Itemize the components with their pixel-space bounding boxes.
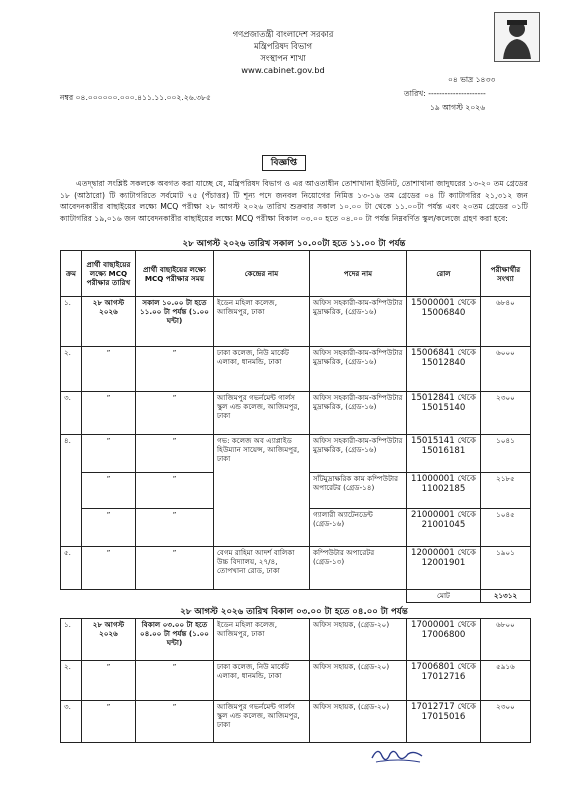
roll-cell: 21000001 থেকে 21001045 — [407, 509, 481, 547]
total-label: মোট — [407, 590, 481, 603]
roll-cell: 17012717 থেকে 17015016 — [407, 701, 481, 743]
time-cell: সকাল ১০.০০ টা হতে ১১.০০ টা পর্যন্ত (১.০০ ঘন্টা) — [136, 297, 214, 347]
roll-cell: 17000001 থেকে 17006800 — [407, 619, 481, 661]
portrait-emblem-icon — [494, 12, 540, 62]
count-cell: ১০৪৫ — [481, 509, 531, 547]
section-afternoon-title: ২৮ আগস্ট ২০২৬ তারিখ বিকাল ০৩.০০ টা হতে ০৪.০০ টা পর্যন্ত — [180, 607, 408, 617]
total-row — [61, 590, 531, 603]
count-cell: ৬৮৪০ — [481, 297, 531, 347]
memo-number: নম্বর ০৪.০০০০০০.০০০.৪১১.১১.০০২.২৬.৩৮৫ — [60, 93, 211, 102]
notice-title: বিজ্ঞপ্তি — [262, 155, 306, 171]
center-cell: বেগম রাহিমা আদর্শ বালিকা উচ্চ বিদ্যালয়, ২৭/৪, তোপখানা রোড, ঢাকা — [214, 547, 310, 590]
serial-cell: ১. — [61, 619, 82, 661]
header-line-government: গণপ্রজাতন্ত্রী বাংলাদেশ সরকার — [232, 29, 334, 39]
header-website: www.cabinet.gov.bd — [241, 65, 325, 75]
table-row — [61, 619, 531, 661]
col-roll: রোল — [407, 251, 481, 297]
center-cell: গভ: কলেজ অব এ্যাপ্লাইড হিউম্যান সায়েন্স, আজিমপুর, ঢাকা — [214, 435, 310, 547]
serial-cell: ১. — [61, 297, 82, 347]
time-cell: ” — [136, 661, 214, 701]
morning-exam-table — [60, 250, 531, 603]
time-cell: ” — [136, 473, 214, 509]
post-cell: অফিস সহকারী-কাম-কম্পিউটার মুদ্রাক্ষরিক, (গ্রেড-১৬) — [310, 347, 407, 392]
time-cell: ” — [136, 347, 214, 392]
roll-cell: 12000001 থেকে 12001901 — [407, 547, 481, 590]
count-cell: ৬৮০০ — [481, 619, 531, 661]
date-label: তারিখ: --------------------- — [404, 89, 486, 98]
serial-cell: ৪. — [61, 435, 82, 547]
serial-cell: ২. — [61, 347, 82, 392]
date-cell: ” — [82, 661, 136, 701]
header-line-division: মন্ত্রিপরিষদ বিভাগ — [254, 41, 312, 51]
time-cell: ” — [136, 701, 214, 743]
post-cell: সাঁটমুদ্রাক্ষরিক কাম কম্পিউটার অপারেটর (গ্রেড-১৪) — [310, 473, 407, 509]
header-line-section: সংস্থাপন শাখা — [260, 53, 306, 63]
post-cell: অফিস সহকারী-কাম-কম্পিউটার মুদ্রাক্ষরিক, (গ্রেড-১৬) — [310, 392, 407, 435]
count-cell: ১০৪১ — [481, 435, 531, 473]
time-cell: ” — [136, 392, 214, 435]
table-row — [61, 392, 531, 435]
post-cell: অফিস সহায়ক, (গ্রেড-২০) — [310, 701, 407, 743]
post-cell: কম্পিউটার অপারেটর (গ্রেড-১৩) — [310, 547, 407, 590]
roll-cell: 15006841 থেকে 15012840 — [407, 347, 481, 392]
count-cell: ২৩০০ — [481, 701, 531, 743]
post-cell: অফিস সহকারী-কাম-কম্পিউটার মুদ্রাক্ষরিক, (গ্রেড-১৬) — [310, 297, 407, 347]
date-cell: ” — [82, 509, 136, 547]
post-cell: গ্যালারী অ্যাটেনডেন্ট (গ্রেড-১৬) — [310, 509, 407, 547]
count-cell: ৬০০০ — [481, 347, 531, 392]
time-cell: ” — [136, 509, 214, 547]
count-cell: ৫৯১৬ — [481, 661, 531, 701]
center-cell: ঢাকা কলেজ, নিউ মার্কেট এলাকা, ধানমন্ডি, ঢাকা — [214, 347, 310, 392]
date-cell: ২৮ আগস্ট ২০২৬ — [82, 297, 136, 347]
date-english: ১৯ আগস্ট ২০২৬ — [430, 103, 486, 112]
time-cell: ” — [136, 547, 214, 590]
date-cell: ” — [82, 547, 136, 590]
date-cell: ” — [82, 473, 136, 509]
count-cell: ২৩০০ — [481, 392, 531, 435]
time-cell: বিকাল ০৩.০০ টা হতে ০৪.০০ টা পর্যন্ত (১.০০ ঘন্টা) — [136, 619, 214, 661]
table-row — [61, 347, 531, 392]
section-morning-title: ২৮ আগস্ট ২০২৬ তারিখ সকাল ১০.০০টা হতে ১১.০০ টা পর্যন্ত — [182, 239, 406, 249]
post-cell: অফিস সহকারী-কাম-কম্পিউটার মুদ্রাক্ষরিক, (গ্রেড-১৬) — [310, 435, 407, 473]
center-cell: ঢাকা কলেজ, নিউ মার্কেট এলাকা, ধানমন্ডি, ঢাকা — [214, 661, 310, 701]
table-row — [61, 661, 531, 701]
table-row — [61, 297, 531, 347]
center-cell: আজিমপুর গভর্নমেন্ট গার্লস স্কুল এন্ড কলেজ, আজিমপুর, ঢাকা — [214, 701, 310, 743]
serial-cell: ২. — [61, 661, 82, 701]
date-cell: ২৮ আগস্ট ২০২৬ — [82, 619, 136, 661]
roll-cell: 15000001 থেকে 15006840 — [407, 297, 481, 347]
table-row — [61, 435, 531, 473]
date-cell: ” — [82, 435, 136, 473]
date-cell: ” — [82, 347, 136, 392]
roll-cell: 11000001 থেকে 11002185 — [407, 473, 481, 509]
intro-paragraph: এতদ্দ্বারা সংশ্লিষ্ট সকলকে অবগত করা যাচ্ছে যে, মন্ত্রিপরিষদ বিভাগ ও এর আওতাধীন তোশাখানা ইউনিট, তোশাখানা জাদুঘরের ১৩-২০ তম গ্রেডের ১৮ (আঠারো) টি ক্যাটাগরিতে সর্বমোট ৭৫ (পঁচাত্তর) টি শূন্য পদে জনবল নিয়োগের নিমিত্ত ১৩-১৬ তম গ্রেডের ০৪ টি ক্যাটাগরির ২১,৩১২ জন আবেদনকারীর বাছাইয়ের লক্ষ্যে MCQ পরীক্ষা ২৮ আগস্ট ২০২৬ তারিখ শুক্রবার সকাল ১০.০০ টা থেকে ১১.০০টা পর্যন্ত এবং ২০তম গ্রেডের ০১টি ক্যাটাগরির ১৯,০১৬ জন আবেদনকারীর বাছাইয়ের লক্ষ্যে MCQ পরীক্ষা বিকাল ০৩.০০ হতে ০৪.০০ টা পর্যন্ত নিম্নবর্ণিত স্কুল/কলেজে গ্রহণ করা হবে: — [60, 179, 528, 223]
date-cell: ” — [82, 392, 136, 435]
serial-cell: ৩. — [61, 701, 82, 743]
post-cell: অফিস সহায়ক, (গ্রেড-২০) — [310, 619, 407, 661]
col-exam-time: প্রার্থী বাছাইয়ের লক্ষ্যে MCQ পরীক্ষার সময় — [136, 251, 214, 297]
date-bangla: ০৪ ভাদ্র ১৪৩৩ — [448, 75, 496, 84]
time-cell: ” — [136, 435, 214, 473]
count-cell: ১৯০১ — [481, 547, 531, 590]
roll-cell: 17006801 থেকে 17012716 — [407, 661, 481, 701]
center-cell: আজিমপুর গভর্নমেন্ট গার্লস স্কুল এন্ড কলেজ, আজিমপুর, ঢাকা — [214, 392, 310, 435]
roll-cell: 15015141 থেকে 15016181 — [407, 435, 481, 473]
col-serial: ক্রম — [61, 251, 82, 297]
table-row — [61, 547, 531, 590]
signature-icon — [368, 742, 428, 766]
afternoon-exam-table — [60, 618, 531, 743]
table-header-row — [61, 251, 531, 297]
total-count: ২১৩১২ — [481, 590, 531, 603]
center-cell: ইডেন মহিলা কলেজ, আজিমপুর, ঢাকা — [214, 297, 310, 347]
serial-cell: ৩. — [61, 392, 82, 435]
col-center: কেন্দ্রের নাম — [214, 251, 310, 297]
post-cell: অফিস সহায়ক, (গ্রেড-২০) — [310, 661, 407, 701]
col-exam-date: প্রার্থী বাছাইয়ের লক্ষ্যে MCQ পরীক্ষার তারিখ — [82, 251, 136, 297]
count-cell: ২১৮৫ — [481, 473, 531, 509]
date-cell: ” — [82, 701, 136, 743]
roll-cell: 15012841 থেকে 15015140 — [407, 392, 481, 435]
col-post: পদের নাম — [310, 251, 407, 297]
col-count: পরীক্ষার্থীর সংখ্যা — [481, 251, 531, 297]
serial-cell: ৫. — [61, 547, 82, 590]
center-cell: ইডেন মহিলা কলেজ, আজিমপুর, ঢাকা — [214, 619, 310, 661]
table-row — [61, 701, 531, 743]
